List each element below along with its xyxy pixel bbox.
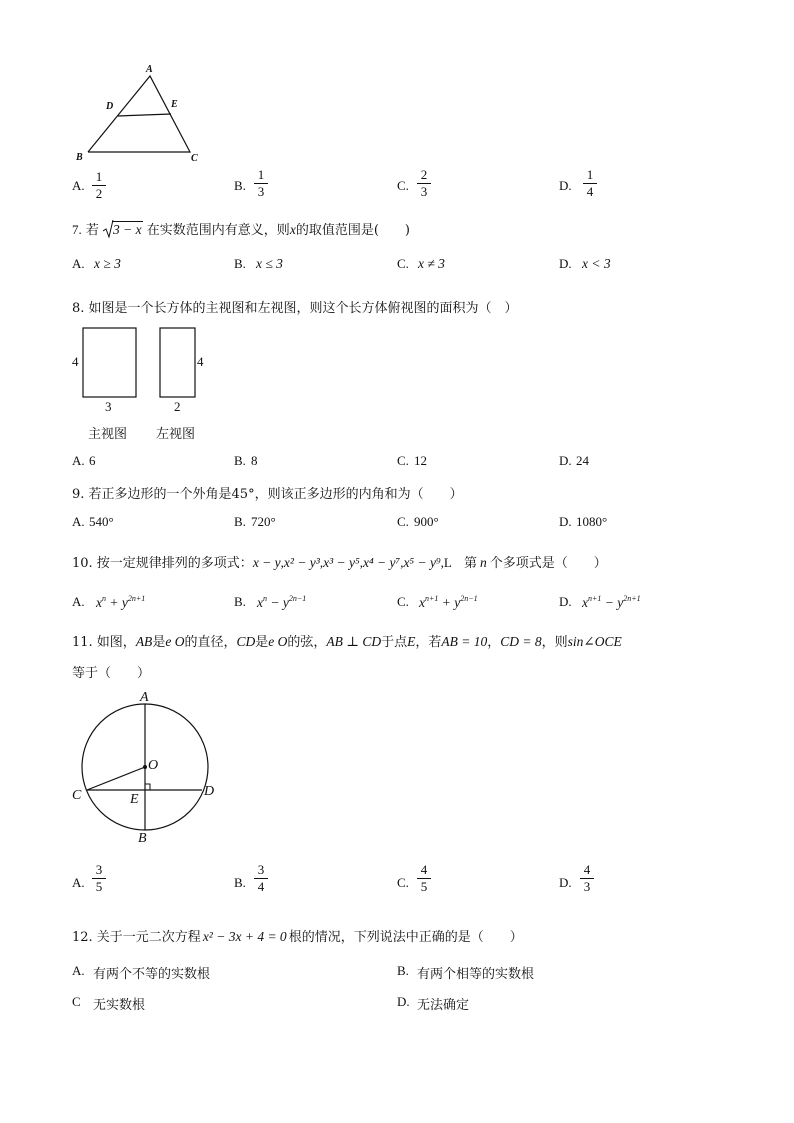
q8-stem: 8. 如图是一个长方体的主视图和左视图，则这个长方体俯视图的面积为（ ） xyxy=(72,301,518,316)
circle-label-d: D xyxy=(204,784,215,799)
q10-option-a-value: $x^n + y^{2n+1}$ xyxy=(96,594,146,610)
q10-option-c-letter: C. xyxy=(397,594,409,609)
vertex-label-e: E xyxy=(171,99,178,110)
q6-option-d-letter: D. xyxy=(559,178,572,193)
q12-option-c-letter: C xyxy=(72,994,81,1009)
circle-label-b: B xyxy=(138,831,147,846)
q8-option-c-value: 12 xyxy=(414,453,427,468)
q6-option-c-letter: C. xyxy=(397,178,409,193)
q8-option-c-letter: C. xyxy=(397,453,409,468)
q6-option-b-letter: B. xyxy=(234,178,246,193)
front-view-height: 4 xyxy=(72,354,79,369)
q6-option-a-fraction: 1 2 xyxy=(92,170,106,201)
triangle-figure xyxy=(70,62,210,168)
q11-stem-line2: 等于（ ） xyxy=(72,666,151,681)
q7-option-b-value: x ≤ 3 xyxy=(256,256,283,271)
left-view-caption: 左视图 xyxy=(156,427,196,442)
q10-option-d-value: $x^{n+1} - y^{2n+1}$ xyxy=(582,594,641,610)
q8-option-a-letter: A. xyxy=(72,453,85,468)
circle-label-o: O xyxy=(148,758,159,773)
q11-option-b-fraction: 3 4 xyxy=(254,863,268,894)
q8-option-d-letter: D. xyxy=(559,453,572,468)
q6-option-a-letter: A. xyxy=(72,178,85,193)
vertex-label-b: B xyxy=(76,152,83,163)
front-view-width: 3 xyxy=(105,399,112,414)
q11-option-c-fraction: 4 5 xyxy=(417,863,431,894)
q9-stem: 9. 若正多边形的一个外角是45°，则该正多边形的内角和为（ ） xyxy=(72,487,463,502)
q7-option-d-value: x < 3 xyxy=(582,256,611,271)
q7-option-c-letter: C. xyxy=(397,256,409,271)
q7-option-a-letter: A. xyxy=(72,256,85,271)
q8-option-b-value: 8 xyxy=(251,453,258,468)
q12-option-b-value: 有两个相等的实数根 xyxy=(417,967,535,982)
q9-option-c-value: 900° xyxy=(414,514,439,529)
q7-option-c-value: x ≠ 3 xyxy=(418,256,445,271)
q12-option-d-value: 无法确定 xyxy=(417,998,470,1013)
vertex-label-d: D xyxy=(106,101,114,112)
circle-label-a: A xyxy=(140,690,149,705)
q8-option-a-value: 6 xyxy=(89,453,96,468)
front-view-rectangle xyxy=(82,327,138,399)
q6-option-c-fraction: 2 3 xyxy=(417,168,431,199)
q12-option-c-value: 无实数根 xyxy=(93,998,146,1013)
q7-option-b-letter: B. xyxy=(234,256,246,271)
q8-option-b-letter: B. xyxy=(234,453,246,468)
q9-option-b-value: 720° xyxy=(251,514,276,529)
q11-option-d-letter: D. xyxy=(559,875,572,890)
q6-option-d-fraction: 1 4 xyxy=(583,168,597,199)
q11-option-b-letter: B. xyxy=(234,875,246,890)
q10-option-b-value: $x^n - y^{2n-1}$ xyxy=(257,594,307,610)
q12-option-b-letter: B. xyxy=(397,963,409,978)
q9-option-d-letter: D. xyxy=(559,514,572,529)
circle-label-e: E xyxy=(130,792,139,807)
q10-option-d-letter: D. xyxy=(559,594,572,609)
q7-stem: 7. 若 3 − x 在实数范围内有意义，则x的取值范围是( ) xyxy=(72,222,410,238)
left-view-height: 4 xyxy=(197,354,204,369)
q12-option-a-letter: A. xyxy=(72,963,85,978)
q11-option-d-fraction: 4 3 xyxy=(580,863,594,894)
left-view-rectangle xyxy=(159,327,197,399)
q10-option-a-letter: A. xyxy=(72,594,85,609)
circle-label-c: C xyxy=(72,788,82,803)
q10-option-c-value: $x^{n+1} + y^{2n-1}$ xyxy=(419,594,478,610)
vertex-label-a: A xyxy=(146,64,153,75)
q12-option-d-letter: D. xyxy=(397,994,410,1009)
q12-stem: 12. 关于一元二次方程 x² − 3x + 4 = 0 根的情况，下列说法中正确的是（ ） xyxy=(72,929,523,945)
q9-option-a-value: 540° xyxy=(89,514,114,529)
circle-figure xyxy=(76,696,216,836)
q11-option-a-fraction: 3 5 xyxy=(92,863,106,894)
q8-option-d-value: 24 xyxy=(576,453,589,468)
q9-option-d-value: 1080° xyxy=(576,514,608,529)
q11-stem-line1: 11. 如图，AB是e O的直径，CD是e O的弦，AB ⊥ CD于点E，若AB = 10，CD = 8，则sin∠OCE xyxy=(72,634,622,650)
q11-option-a-letter: A. xyxy=(72,875,85,890)
q10-option-b-letter: B. xyxy=(234,594,246,609)
q6-option-b-fraction: 1 3 xyxy=(254,168,268,199)
q10-stem: 10. 按一定规律排列的多项式：x − y,x² − y³,x³ − y⁵,x⁴ − y⁷,x⁵ − y⁹,L 第 n 个多项式是（ ） xyxy=(72,555,607,571)
q9-option-b-letter: B. xyxy=(234,514,246,529)
q9-option-c-letter: C. xyxy=(397,514,409,529)
q12-option-a-value: 有两个不等的实数根 xyxy=(93,967,211,982)
left-view-width: 2 xyxy=(174,399,181,414)
vertex-label-c: C xyxy=(191,153,198,164)
q11-option-c-letter: C. xyxy=(397,875,409,890)
q7-option-d-letter: D. xyxy=(559,256,572,271)
q9-option-a-letter: A. xyxy=(72,514,85,529)
q7-option-a-value: x ≥ 3 xyxy=(94,256,121,271)
front-view-caption: 主视图 xyxy=(88,427,128,442)
sqrt-radical: 3 − x xyxy=(103,222,143,238)
